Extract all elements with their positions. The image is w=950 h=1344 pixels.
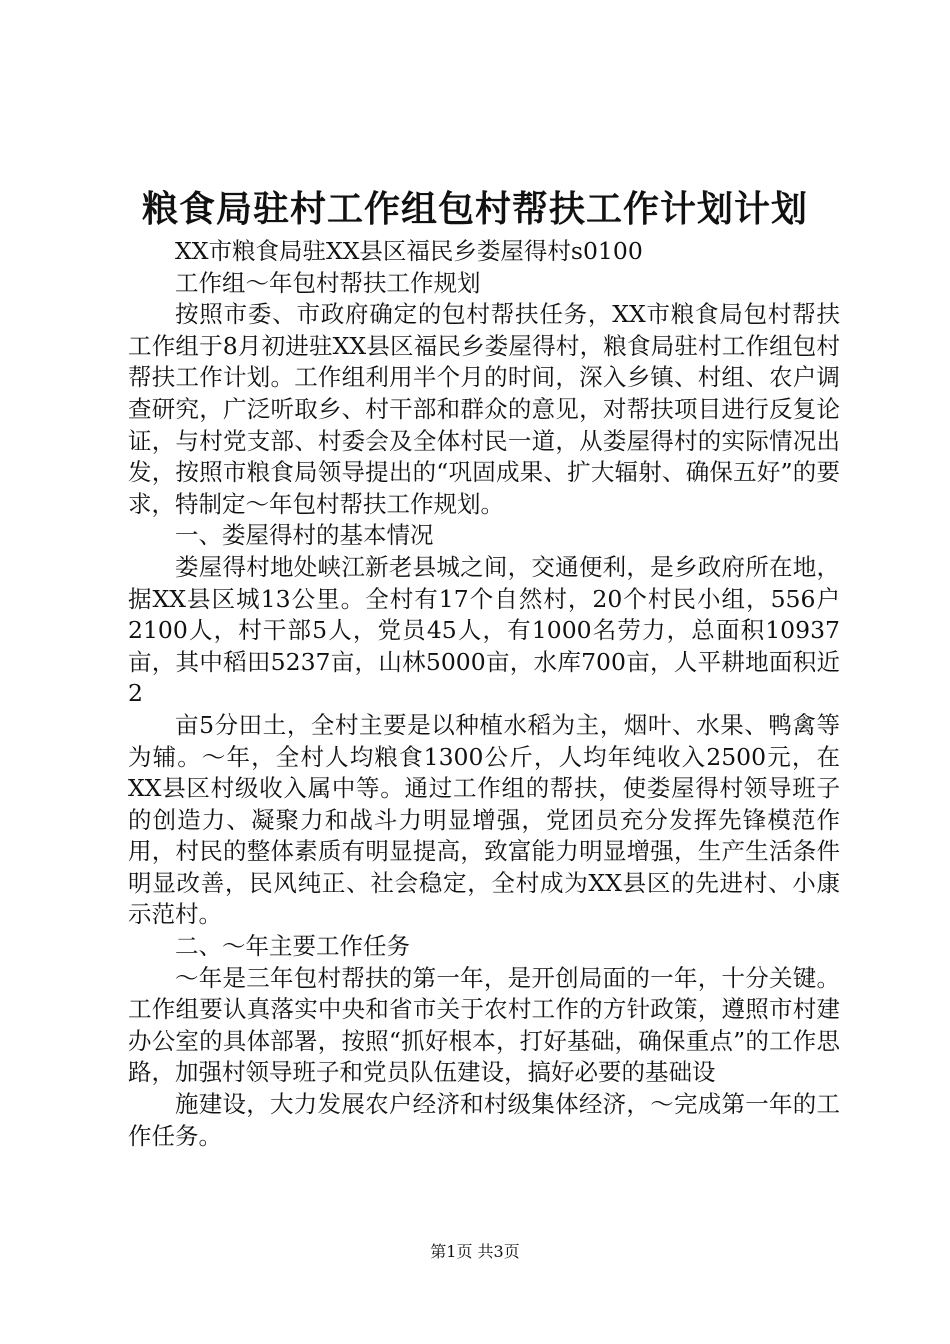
page-footer: 第1页 共3页	[430, 1242, 520, 1261]
paragraph-basic-info-1: 娄屋得村地处峡江新老县城之间，交通便利，是乡政府所在地，据XX县区城13公里。全村有17个自然村，20个村民小组，556户2100人，村干部5人，党员45人，有1000名劳力，总面积10937亩，其中稻田5237亩，山林5000亩，水库700亩，人平耕地面积近2	[128, 552, 840, 708]
document-body	[128, 236, 840, 1152]
section-heading-2: 二、～年主要工作任务	[175, 932, 410, 961]
paragraph-tasks-2: 施建设，大力发展农户经济和村级集体经济，～完成第一年的工作任务。	[128, 1090, 840, 1150]
paragraph-org-line: XX市粮食局驻XX县区福民乡娄屋得村s0100	[175, 237, 643, 265]
paragraph-basic-info-2: 亩5分田土，全村主要是以种植水稻为主，烟叶、水果、鸭禽等为辅。～年，全村人均粮食1300公斤，人均年纯收入2500元，在XX县区村级收入属中等。通过工作组的帮扶，使娄屋得村领导班子的创造力、凝聚力和战斗力明显增强，党团员充分发挥先锋模范作用，村民的整体素质有明显提高，致富能力明显增强，生产生活条件明显改善，民风纯正、社会稳定，全村成为XX县区的先进村、小康示范村。	[128, 710, 840, 929]
section-heading-1: 一、娄屋得村的基本情况	[175, 521, 434, 550]
paragraph-intro: 按照市委、市政府确定的包村帮扶任务，XX市粮食局包村帮扶工作组于8月初进驻XX县区福民乡娄屋得村，粮食局驻村工作组包村帮扶工作计划。工作组利用半个月的时间，深入乡镇、村组、农户调查研究，广泛听取乡、村干部和群众的意见，对帮扶项目进行反复论证，与村党支部、村委会及全体村民一道，从娄屋得村的实际情况出发，按照市粮食局领导提出的“巩固成果、扩大辐射、确保五好”的要求，特制定～年包村帮扶工作规划。	[128, 300, 840, 518]
document-title: 粮食局驻村工作组包村帮扶工作计划计划	[141, 189, 808, 230]
paragraph-plan-name: 工作组～年包村帮扶工作规划	[175, 268, 481, 297]
paragraph-tasks-1: ～年是三年包村帮扶的第一年，是开创局面的一年，十分关键。工作组要认真落实中央和省市关于农村工作的方针政策，遵照市村建办公室的具体部署，按照“抓好根本，打好基础，确保重点”的工作思路，加强村领导班子和党员队伍建设，搞好必要的基础设	[128, 963, 840, 1087]
